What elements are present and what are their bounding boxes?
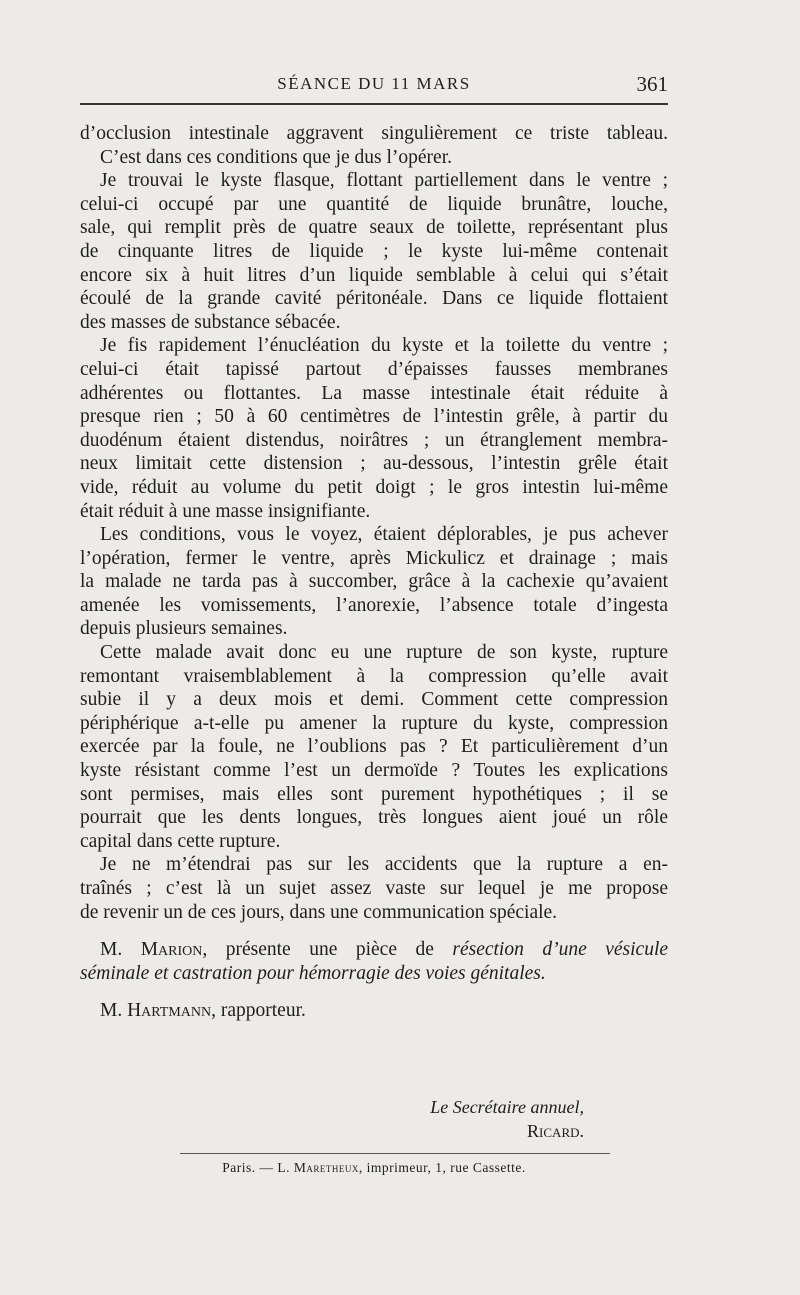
text-line: Je ne m’étendrai pas sur les accidents que la rupture a en- bbox=[100, 854, 668, 876]
title-italic: séminale et castration pour hémorragie des voies génitales. bbox=[80, 962, 546, 984]
secretary-name: Ricard. bbox=[527, 1121, 584, 1141]
header-rule bbox=[80, 103, 668, 105]
text-line: kyste résistant comme l’est un dermoïde ? Toutes les explications bbox=[80, 760, 668, 782]
text-line: amenée les vomissements, l’anorexie, l’absence totale d’ingesta bbox=[80, 594, 668, 616]
text-line: la malade ne tarda pas à succomber, grâce à la cachexie qu’avaient bbox=[80, 571, 668, 593]
text-line: de cinquante litres de liquide ; le kyste lui-même contenait bbox=[80, 240, 668, 262]
text-line: périphérique a-t-elle pu amener la rupture du kyste, compression bbox=[80, 712, 668, 734]
text-line: sale, qui remplit près de quatre seaux de toilette, représentant plus bbox=[80, 217, 668, 239]
text-line: celui-ci occupé par une quantité de liquide brunâtre, louche, bbox=[80, 193, 668, 215]
text-line: sont permises, mais elles sont purement hypothétiques ; il se bbox=[80, 783, 668, 805]
text-line: Cette malade avait donc eu une rupture de son kyste, rupture bbox=[100, 642, 668, 664]
announcement-verb: , présente une pièce de bbox=[202, 939, 434, 961]
page-header bbox=[80, 74, 668, 100]
honorific: M. bbox=[100, 939, 123, 961]
text-line: Les conditions, vous le voyez, étaient déplorables, je pus achever bbox=[100, 524, 668, 546]
printer-imprint bbox=[80, 1160, 668, 1176]
text-line: d’occlusion intestinale aggravent singulièrement ce triste tableau. bbox=[80, 123, 668, 144]
text-line bbox=[80, 999, 668, 1023]
honorific: M. bbox=[100, 1000, 123, 1022]
title-italic: résection d’une vésicule bbox=[452, 939, 669, 961]
marion-announcement bbox=[80, 938, 668, 985]
paragraph bbox=[80, 169, 668, 334]
text-line: de revenir un de ces jours, dans une communication spéciale. bbox=[80, 901, 558, 923]
section-gap bbox=[80, 985, 668, 999]
text-line: des masses de substance sébacée. bbox=[80, 311, 341, 333]
paragraph bbox=[80, 523, 668, 641]
text-line: vide, réduit au volume du petit doigt ; le gros intestin lui-même bbox=[80, 476, 668, 498]
text-line bbox=[80, 938, 668, 962]
paragraph bbox=[80, 853, 668, 924]
reporter-role: , rapporteur. bbox=[211, 1000, 306, 1022]
secretary-role-text: Le Secrétaire annuel, bbox=[430, 1097, 584, 1117]
text-line: pourrait que les dents longues, très longues aient joué un rôle bbox=[80, 807, 668, 829]
text-line: celui-ci était tapissé partout d’épaisses fausses membranes bbox=[80, 358, 668, 380]
page-number: 361 bbox=[636, 72, 668, 96]
text-line: capital dans cette rupture. bbox=[80, 830, 281, 852]
text-line: duodénum étaient distendus, noirâtres ; un étranglement membra- bbox=[80, 429, 668, 451]
text-line: neux limitait cette distension ; au-dessous, l’intestin grêle était bbox=[80, 453, 668, 475]
paragraph bbox=[80, 122, 668, 169]
running-head: SÉANCE DU 11 MARS bbox=[277, 74, 471, 93]
text-line: exercée par la foule, ne l’oublions pas ? Et particulièrement d’un bbox=[80, 736, 668, 758]
paragraph bbox=[80, 334, 668, 523]
text-line: presque rien ; 50 à 60 centimètres de l’intestin grêle, à partir du bbox=[80, 406, 668, 428]
text-line: C’est dans ces conditions que je dus l’opérer. bbox=[100, 146, 452, 168]
text-line: écoulé de la grande cavité péritonéale. Dans ce liquide flottaient bbox=[80, 288, 668, 310]
text-line: remontant vraisemblablement à la compression qu’elle avait bbox=[80, 665, 668, 687]
text-line: encore six à huit litres d’un liquide semblable à celui qui s’était bbox=[80, 264, 668, 286]
printer-name: Maretheux bbox=[293, 1160, 359, 1175]
text-line bbox=[80, 962, 668, 986]
text-line: l’opération, fermer le ventre, après Mickulicz et drainage ; mais bbox=[80, 547, 668, 569]
hartmann-reporter bbox=[80, 999, 668, 1023]
author-name: Marion bbox=[140, 939, 203, 961]
text-line: traînés ; c’est là un sujet assez vaste sur lequel je me propose bbox=[80, 878, 668, 899]
text-line: subie il y a deux mois et demi. Comment cette compression bbox=[80, 689, 668, 711]
paragraph bbox=[80, 641, 668, 853]
text-line: adhérentes ou flottantes. La masse intestinale était réduite à bbox=[80, 382, 668, 404]
text-line: Je fis rapidement l’énucléation du kyste et la toilette du ventre ; bbox=[100, 335, 668, 357]
text-line: depuis plusieurs semaines. bbox=[80, 618, 288, 640]
footer-rule bbox=[180, 1153, 610, 1154]
text-line: était réduit à une masse insignifiante. bbox=[80, 500, 371, 522]
body-text bbox=[80, 122, 668, 1023]
signature-block bbox=[80, 1095, 584, 1143]
text-line: Je trouvai le kyste flasque, flottant partiellement dans le ventre ; bbox=[100, 170, 668, 192]
imprint-suffix: , imprimeur, 1, rue Cassette. bbox=[358, 1160, 526, 1175]
imprint-prefix: Paris. — L. bbox=[222, 1160, 290, 1175]
section-gap bbox=[80, 924, 668, 938]
reporter-name: Hartmann bbox=[127, 1000, 212, 1022]
secretary-role bbox=[80, 1095, 584, 1119]
